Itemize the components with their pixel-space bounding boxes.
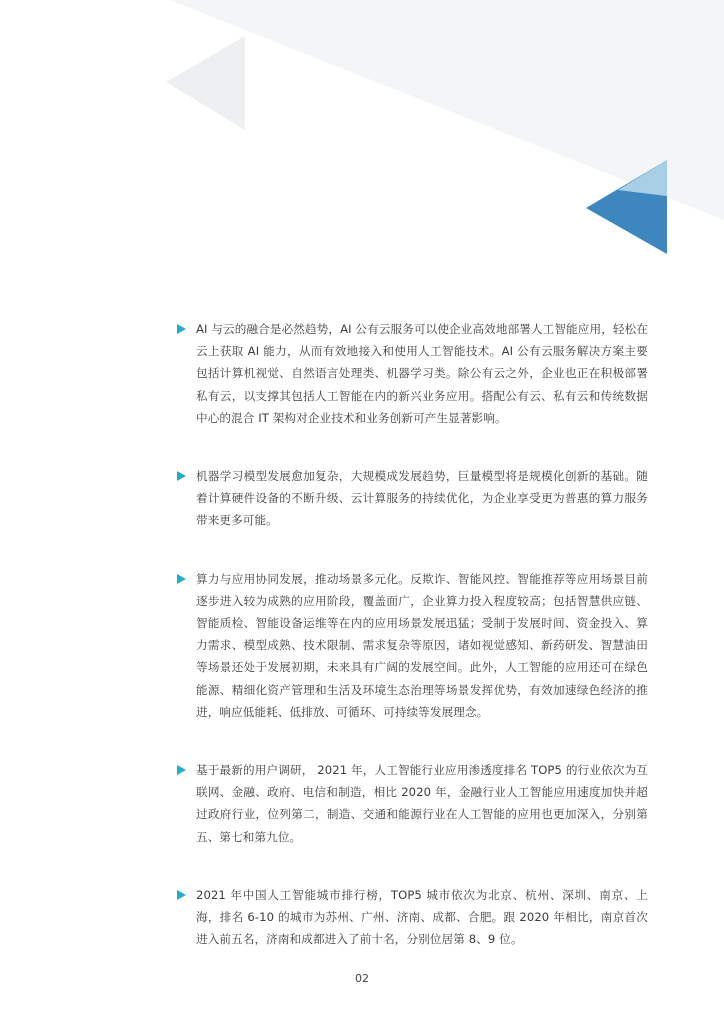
- dark-blue-triangle-decoration: [586, 160, 667, 254]
- bullet-item: [176, 465, 648, 532]
- light-grey-triangle-decoration: [166, 36, 245, 130]
- triangle-bullet-icon: [177, 324, 186, 334]
- bullet-text: 机器学习模型发展愈加复杂，大规模成发展趋势，巨量模型将是规模化创新的基础。随着计算硬件设备的不断升级、云计算服务的持续优化，为企业享受更为普惠的算力服务带来更多可能。: [196, 469, 648, 528]
- bullet-text: 算力与应用协同发展，推动场景多元化。反欺诈、智能风控、智能推荐等应用场景目前逐步进入较为成熟的应用阶段，覆盖面广，企业算力投入程度较高；包括智慧供应链、智能质检、智能设备运维等在内的应用场景发展迅猛；受制于发展时间、资金投入、算力需求、模型成熟、技术限制、需求复杂等原因，诸如视觉感知、新药研发、智慧油田等场景还处于发展初期，未来具有广阔的发展空间。此外，人工智能的应用还可在绿色能源、精细化资产管理和生活及环境生态治理等场景发挥优势，有效加速绿色经济的推进，响应低能耗、低排放、可循环、可持续等发展理念。: [196, 571, 648, 719]
- bullet-item: [176, 759, 648, 848]
- triangle-bullet-icon: [177, 890, 186, 900]
- triangle-bullet-icon: [177, 574, 186, 584]
- page-number: 02: [355, 972, 369, 985]
- triangle-bullet-icon: [177, 471, 186, 481]
- bullet-text: 2021 年中国人工智能城市排行榜，TOP5 城市依次为北京、杭州、深圳、南京、上海，排名 6-10 的城市为苏州、广州、济南、成都、合肥。跟 2020 年相比，南京首次进入前五名，济南和成都进入了前十名，分别位居第 8、9 位。: [196, 887, 648, 947]
- light-blue-triangle-decoration: [618, 160, 667, 196]
- triangle-bullet-icon: [177, 765, 186, 775]
- background-diagonal-band: [170, 0, 724, 220]
- bullet-item: [176, 568, 648, 723]
- main-content: [176, 318, 648, 986]
- bullet-item: [176, 318, 648, 429]
- bullet-item: [176, 884, 648, 951]
- bullet-text: AI 与云的融合是必然趋势，AI 公有云服务可以使企业高效地部署人工智能应用，轻松在云上获取 AI 能力，从而有效地接入和使用人工智能技术。AI 公有云服务解决方案主要包括计算机视觉、自然语言处理类、机器学习类。除公有云之外，企业也正在积极部署私有云，以支撑其包括人工智能在内的新兴业务应用。搭配公有云、私有云和传统数据中心的混合 IT 架构对企业技术和业务创新可产生显著影响。: [196, 322, 648, 425]
- bullet-text: 基于最新的用户调研， 2021 年，人工智能行业应用渗透度排名 TOP5 的行业依次为互联网、金融、政府、电信和制造，相比 2020 年，金融行业人工智能应用速度加快并超过政府行业，位列第二，制造、交通和能源行业在人工智能的应用也更加深入，分别第五、第七和第九位。: [196, 763, 648, 844]
